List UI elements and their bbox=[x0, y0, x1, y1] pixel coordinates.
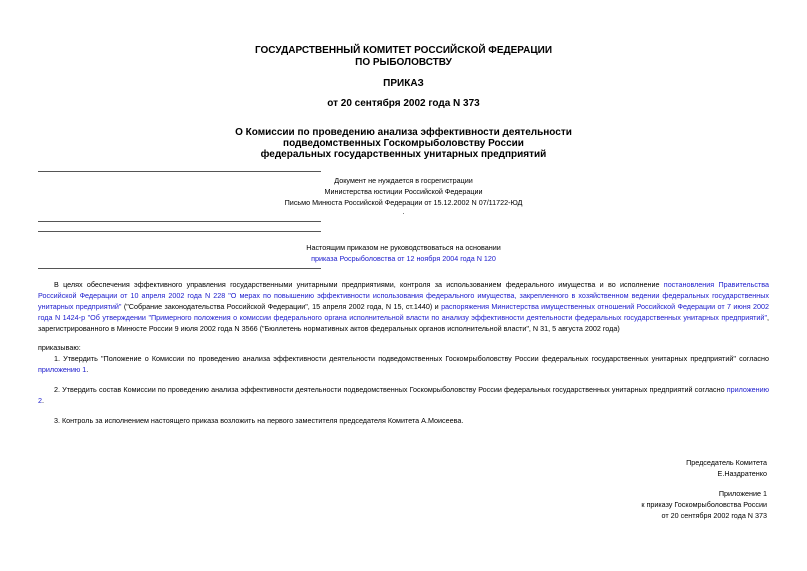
divider-line bbox=[38, 268, 321, 269]
divider-line bbox=[38, 171, 321, 172]
appendix-reference: к приказу Госкомрыболовства России bbox=[641, 500, 767, 509]
revocation-order-link[interactable]: приказа Росрыболовства от 12 ноября 2004 года N 120 bbox=[311, 254, 496, 263]
org-name-line2: ПО РЫБОЛОВСТВУ bbox=[355, 57, 452, 68]
signature-name: Е.Наздратенко bbox=[717, 469, 767, 478]
registration-note-line3: Письмо Минюста Российской Федерации от 15.12.2002 N 07/11722-ЮД bbox=[284, 198, 523, 207]
divider-line bbox=[38, 221, 321, 222]
appendix-1-link[interactable]: приложению 1 bbox=[38, 365, 87, 374]
registration-note-line1: Документ не нуждается в госрегистрации bbox=[334, 176, 473, 185]
appendix-2-link[interactable]: приложению 2 bbox=[38, 385, 769, 405]
org-name-line1: ГОСУДАРСТВЕННЫЙ КОМИТЕТ РОССИЙСКОЙ ФЕДЕРАЦИИ bbox=[254, 45, 553, 56]
order-word: приказываю: bbox=[38, 343, 81, 352]
doc-date: от 20 сентября 2002 года N 373 bbox=[327, 98, 480, 109]
registration-note-dot: . bbox=[402, 207, 405, 216]
preamble-paragraph: В целях обеспечения эффективного управления государственными унитарными предприятиями, контроля за использованием федерального имущества и во исполнение постановления Правительства Российской Федерации от 10 апреля 2002 года N 228 "О мерах по повышению эффективности использования федерального имущества, закрепленного в хозяйственном ведении федеральных государственных унитарных предприятий" ("Собрание законодательства Российской Федерации", 15 апреля 2002 года, N 15, ст.1440) и распоряжения Министерства имущественных отношений Российской Федерации от 7 июня 2002 года N 1424-р "Об утверждении "Примерного положения о комиссии федерального органа исполнительной власти по анализу эффективности деятельности федеральных государственных унитарных предприятий", зарегистрированного в Минюсте России 9 июля 2002 года N 3566 ("Бюллетень нормативных актов федеральных органов исполнительной власти", N 31, 5 августа 2002 года) bbox=[38, 280, 769, 333]
doc-title-line1: О Комиссии по проведению анализа эффективности деятельности bbox=[235, 127, 572, 138]
appendix-label: Приложение 1 bbox=[718, 489, 767, 498]
government-decree-link[interactable]: постановления Правительства Российской Федерации от 10 апреля 2002 года N 228 "О мерах по повышению эффективности использования федерального имущества, закрепленного в хозяйственном ведении федеральных государственных унитарных предприятий" bbox=[38, 280, 769, 311]
doc-title-line3: федеральных государственных унитарных предприятий bbox=[260, 149, 547, 160]
doc-type: ПРИКАЗ bbox=[383, 78, 424, 89]
order-item-3: 3. Контроль за исполнением настоящего приказа возложить на первого заместителя председателя Комитета А.Моисеева. bbox=[54, 416, 464, 425]
signature-position: Председатель Комитета bbox=[686, 458, 767, 467]
ministry-order-link[interactable]: распоряжения Министерства имущественных отношений Российской Федерации от 7 июня 2002 года N 1424-р "Об утверждении "Примерного положения о комиссии федерального органа исполнительной власти по анализу эффективности деятельности федеральных государственных унитарных предприятий" bbox=[38, 302, 769, 322]
order-item-2: 2. Утвердить состав Комиссии по проведению анализа эффективности деятельности подведомственных Госкомрыболовству России федеральных государственных унитарных предприятий согласно приложению 2. bbox=[38, 385, 769, 405]
divider-line bbox=[38, 231, 321, 232]
registration-note-line2: Министерства юстиции Российской Федерации bbox=[324, 187, 483, 196]
order-item-1: 1. Утвердить "Положение о Комиссии по проведению анализа эффективности деятельности подведомственных Госкомрыболовству России федеральных государственных унитарных предприятий" согласно приложению 1. bbox=[38, 354, 769, 374]
revocation-note-line1: Настоящим приказом не руководствоваться на основании bbox=[306, 243, 501, 252]
appendix-date: от 20 сентября 2002 года N 373 bbox=[661, 511, 767, 520]
doc-title-line2: подведомственных Госкомрыболовству России bbox=[283, 138, 524, 149]
